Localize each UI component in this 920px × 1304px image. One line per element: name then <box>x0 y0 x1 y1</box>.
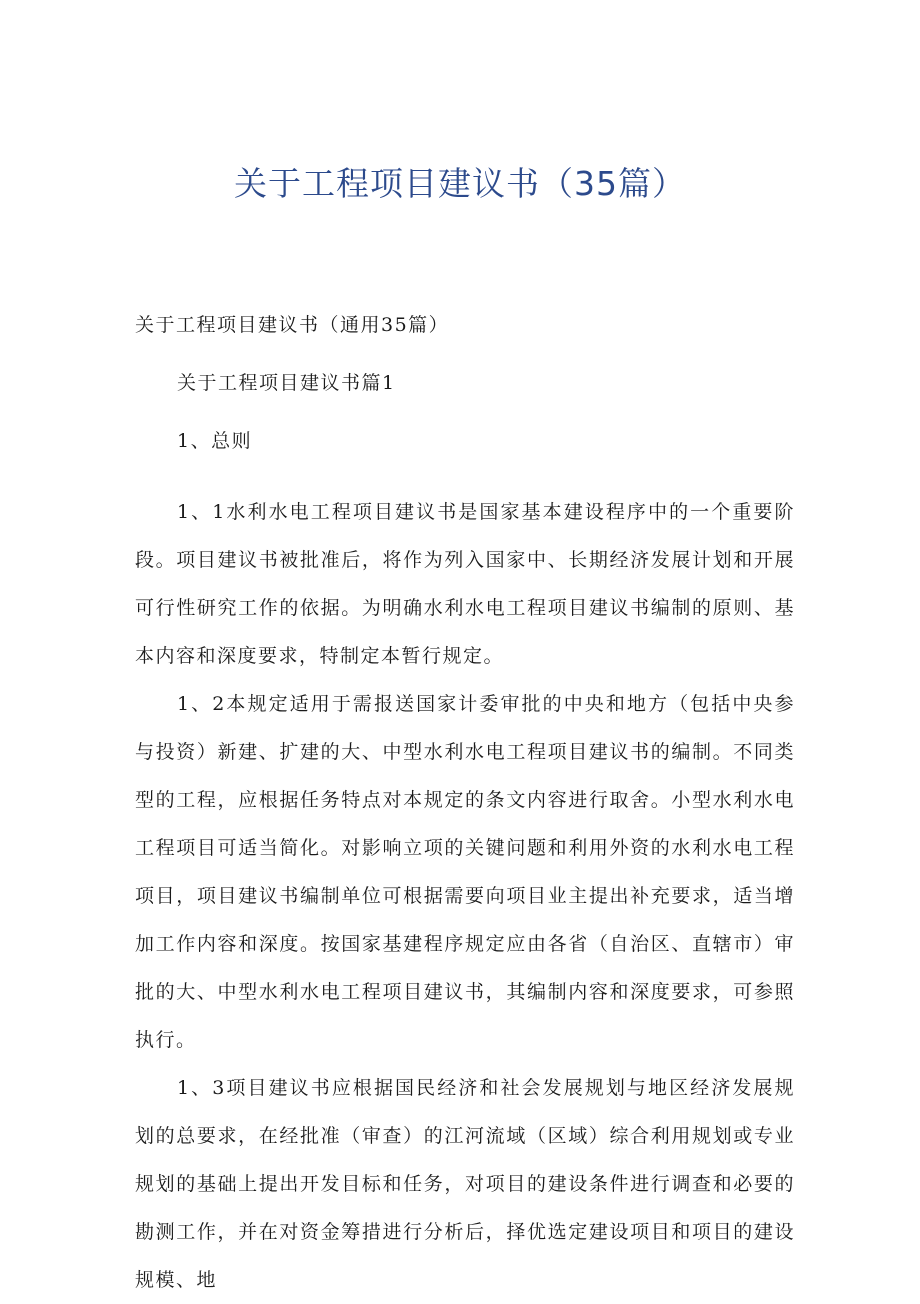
document-body <box>135 306 795 1304</box>
section-title: 关于工程项目建议书篇1 <box>177 372 396 394</box>
spacer <box>135 402 795 422</box>
paragraph-1-2: 1、2本规定适用于需报送国家计委审批的中央和地方（包括中央参与投资）新建、扩建的大、中型水利水电工程项目建议书的编制。不同类型的工程，应根据任务特点对本规定的条文内容进行取舍。小型水利水电工程项目可适当简化。对影响立项的关键问题和利用外资的水利水电工程项目，项目建议书编制单位可根据需要向项目业主提出补充要求，适当增加工作内容和深度。按国家基建程序规定应由各省（自治区、直辖市）审批的大、中型水利水电工程项目建议书，其编制内容和深度要求，可参照执行。 <box>135 693 795 1051</box>
spacer <box>135 460 795 488</box>
document-subtitle: 关于工程项目建议书（通用35篇） <box>135 314 450 336</box>
paragraph-1-3: 1、3项目建议书应根据国民经济和社会发展规划与地区经济发展规划的总要求，在经批准（审查）的江河流域（区域）综合利用规划或专业规划的基础上提出开发目标和任务，对项目的建设条件进行调查和必要的勘测工作，并在对资金筹措进行分析后，择优选定建设项目和项目的建设规模、地 <box>135 1077 795 1291</box>
paragraph-1-1: 1、1水利水电工程项目建议书是国家基本建设程序中的一个重要阶段。项目建议书被批准后，将作为列入国家中、长期经济发展计划和开展可行性研究工作的依据。为明确水利水电工程项目建议书编制的原则、基本内容和深度要求，特制定本暂行规定。 <box>135 501 795 667</box>
spacer <box>135 344 795 364</box>
document-title: 关于工程项目建议书（35篇） <box>234 164 686 203</box>
heading-general-provisions: 1、总则 <box>177 430 253 452</box>
